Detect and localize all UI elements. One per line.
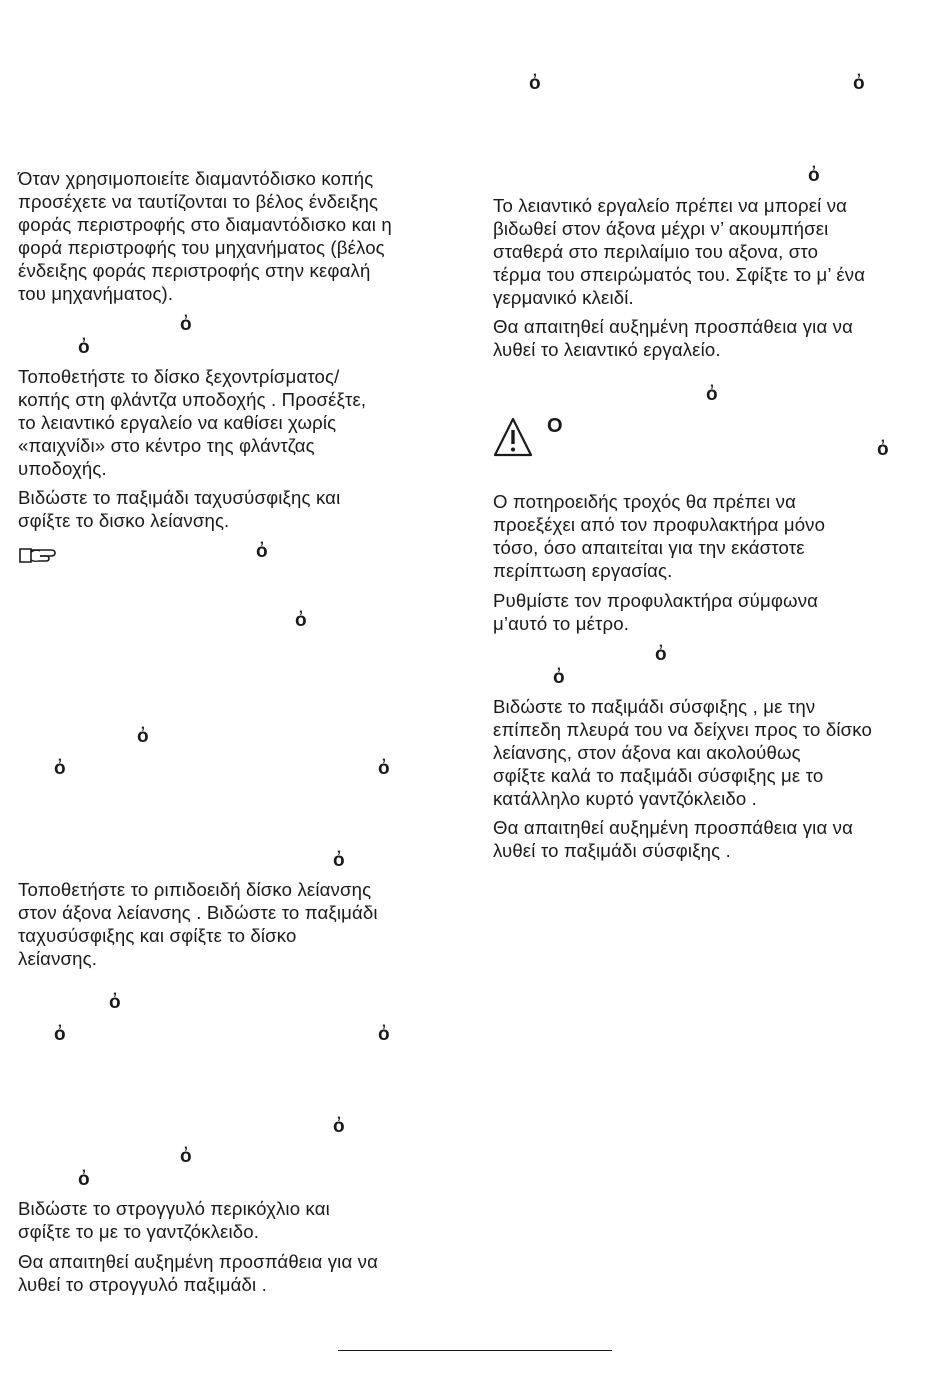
glyph-marker: ὀ [180, 1146, 192, 1167]
right-paragraph-4: Ρυθμίστε τον προφυλακτήρα σύμφωνα μ’αυτό το μέτρο. [493, 590, 819, 634]
footer-divider [338, 1350, 612, 1351]
warning-letter: Ο [547, 415, 563, 437]
right-paragraph-1: Το λειαντικό εργαλείο πρέπει να μπορεί να βιδωθεί στον άξονα μέχρι ν’ ακουμπήσει σταθερά στο περιλαίμιο του αξονα, στο τέρμα του σπειρώματός του. Σφίξτε το μ’ ένα γερμανικό κλειδί. [493, 195, 866, 308]
glyph-marker: ὀ [378, 1024, 390, 1045]
glyph-marker: ὀ [333, 1116, 345, 1137]
right-paragraph-2: Θα απαιτηθεί αυξημένη προσπάθεια για να λυθεί το λειαντικό εργαλείο. [493, 316, 854, 360]
glyph-marker: ὀ [529, 73, 541, 94]
left-paragraph-6: Θα απαιτηθεί αυξημένη προσπάθεια για να λυθεί το στρογγυλό παξιμάδι . [18, 1251, 379, 1295]
glyph-marker: ὀ [853, 73, 865, 94]
glyph-marker: ὀ [180, 314, 192, 335]
glyph-marker: ὀ [256, 541, 268, 562]
left-paragraph-4: Τοποθετήστε το ριπιδοειδή δίσκο λείανσης στον άξονα λείανσης . Βιδώστε το παξιμάδι ταχυσύσφιξης και σφίξτε το δίσκο λείανσης. [18, 879, 378, 969]
glyph-marker: ὀ [378, 758, 390, 779]
glyph-marker: ὀ [655, 644, 667, 665]
left-paragraph-5: Βιδώστε το στρογγυλό περικόχλιο και σφίξτε το με το γαντζόκλειδο. [18, 1198, 330, 1242]
left-paragraph-3: Βιδώστε το παξιμάδι ταχυσύσφιξης και σφίξτε το δισκο λείανσης. [18, 487, 341, 531]
glyph-marker: ὀ [54, 1024, 66, 1045]
right-paragraph-5: Βιδώστε το παξιμάδι σύσφιξης , με την επίπεδη πλευρά του να δείχνει προς το δίσκο λείανσης, στον άξονα και ακολούθως σφίξτε καλά το παξιμάδι σύσφιξης με το κατάλληλο κυρτό γαντζόκλειδο . [493, 696, 872, 809]
glyph-marker: ὀ [808, 165, 820, 186]
glyph-marker: ὀ [109, 992, 121, 1013]
glyph-marker: ὀ [333, 850, 345, 871]
right-paragraph-3: Ο ποτηροειδής τροχός θα πρέπει να προεξέχει από τον προφυλακτήρα μόνο τόσο, όσο απαιτείται για την εκάστοτε περίπτωση εργασίας. [493, 491, 826, 581]
glyph-marker: ὀ [54, 758, 66, 779]
glyph-marker: ὀ [553, 667, 565, 688]
glyph-marker: ὀ [295, 610, 307, 631]
warning-triangle-icon [493, 416, 533, 463]
glyph-marker: ὀ [877, 439, 889, 460]
glyph-marker: ὀ [706, 384, 718, 405]
glyph-marker: ὀ [78, 1169, 90, 1190]
hand-pointer-icon [18, 544, 60, 571]
right-paragraph-6: Θα απαιτηθεί αυξημένη προσπάθεια για να λυθεί το παξιμάδι σύσφιξης . [493, 817, 854, 861]
left-paragraph-1: Όταν χρησιμοποιείτε διαμαντόδισκο κοπής προσέχετε να ταυτίζονται το βέλος ένδειξης φοράς περιστροφής στο διαμαντόδισκο και η φορά περιστροφής του μηχανήματος (βέλος ένδειξης φοράς περιστροφής στην κεφαλή του μηχανήματος). [18, 168, 392, 304]
glyph-marker: ὀ [137, 726, 149, 747]
glyph-marker: ὀ [78, 337, 90, 358]
left-paragraph-2: Τοποθετήστε το δίσκο ξεχοντρίσματος/ κοπής στη φλάντζα υποδοχής . Προσέξτε, το λειαντικό εργαλείο να καθίσει χωρίς «παιχνίδι» στο κέντρο της φλάντζας υποδοχής. [18, 366, 367, 479]
